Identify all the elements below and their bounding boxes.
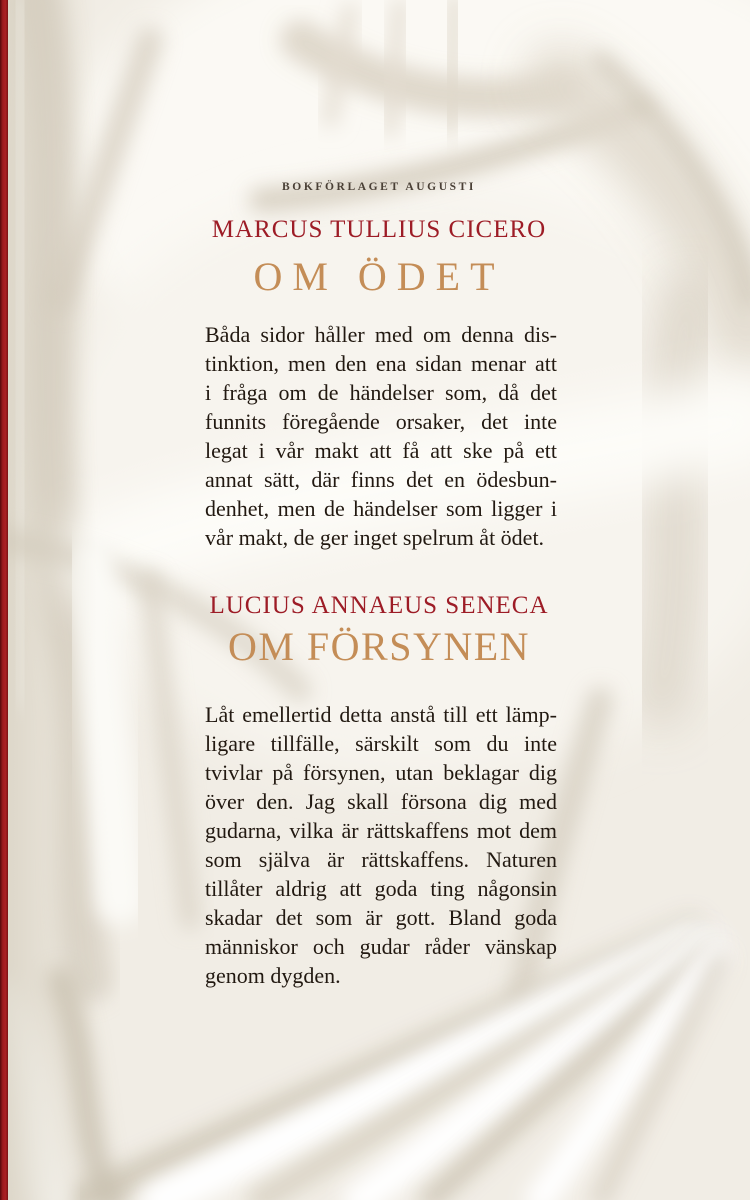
excerpt-line: vår makt, de ger inget spelrum åt ödet.	[205, 525, 545, 550]
excerpt-line: Låt emellertid detta anstå till ett lämp-	[205, 702, 557, 727]
excerpt-line: tvivlar på försynen, utan beklagar dig	[205, 760, 557, 785]
excerpt-line: denhet, men de händelser som ligger i	[205, 496, 557, 521]
author-cicero: MARCUS TULLIUS CICERO	[211, 216, 547, 243]
author-seneca: LUCIUS ANNAEUS SENECA	[209, 592, 549, 619]
excerpt-line: tinktion, men den ena sidan menar att	[205, 351, 557, 376]
excerpt-line: tillåter aldrig att goda ting någonsin	[205, 876, 557, 901]
title-om-forsynen: OM FÖRSYNEN	[227, 624, 531, 669]
excerpt-line: ligare tillfälle, särskilt som du inte	[205, 731, 557, 756]
excerpt-line: människor och gudar råder vänskap	[205, 934, 557, 959]
excerpt-line: legat i vår makt att få att ske på ett	[205, 438, 557, 463]
spine-stripe	[0, 0, 8, 1200]
excerpt-line: i fråga om de händelser som, då det	[205, 380, 557, 405]
excerpt-line: över den. Jag skall försona dig med	[205, 789, 557, 814]
excerpt-line: funnits föregående orsaker, det inte	[205, 409, 557, 434]
publisher-name: BOKFÖRLAGET AUGUSTI	[282, 181, 476, 193]
excerpt-cicero	[205, 320, 557, 552]
excerpt-line: genom dygden.	[205, 963, 341, 988]
excerpt-line: gudarna, vilka är rättskaffens mot dem	[205, 818, 557, 843]
title-om-odet: OM ÖDET	[253, 254, 505, 299]
excerpt-line: Båda sidor håller med om denna dis-	[205, 322, 557, 347]
excerpt-line: annat sätt, där finns det en ödesbun-	[205, 467, 557, 492]
excerpt-line: skadar det som är gott. Bland goda	[205, 905, 557, 930]
excerpt-seneca	[205, 700, 557, 990]
excerpt-line: som själva är rättskaffens. Naturen	[205, 847, 557, 872]
